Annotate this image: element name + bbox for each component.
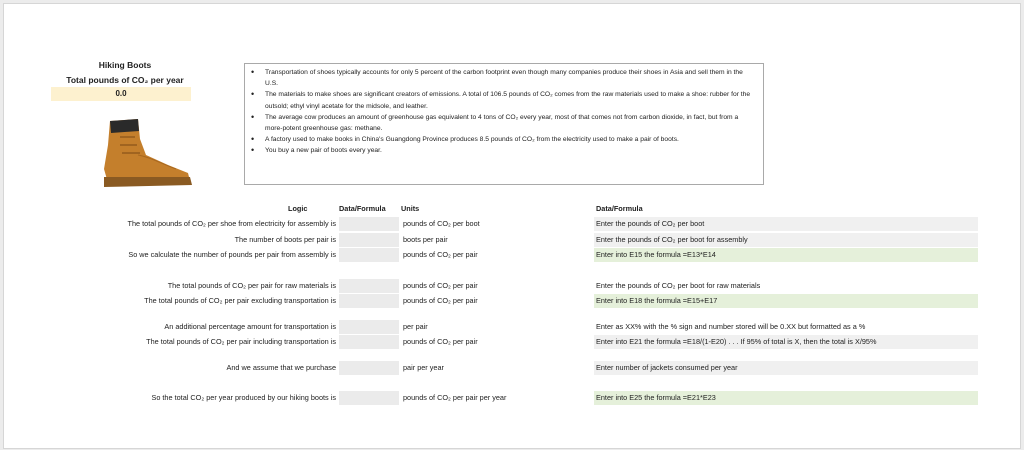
units-label: pair per year <box>403 363 444 372</box>
units-label: pounds of CO₂ per pair <box>403 296 478 305</box>
logic-column-header: Logic <box>288 204 308 213</box>
units-label: pounds of CO₂ per pair <box>403 337 478 346</box>
input-cell[interactable] <box>339 361 399 375</box>
note-item: • Transportation of shoes typically accounts for only 5 percent of the carbon footprint even though many companies produce their shoes in Asia and sell them in the U.S. <box>265 67 751 89</box>
worksheet <box>3 3 1021 449</box>
hiking-boot-image <box>80 115 196 193</box>
note-item: • A factory used to make books in China's Guangdong Province produces 8.5 pounds of CO₂ from the electricity used to make a pair of boots. <box>265 134 751 145</box>
input-cell[interactable] <box>339 294 399 308</box>
formula-instruction: Enter into E25 the formula =E21*E23 <box>594 391 978 405</box>
input-cell[interactable] <box>339 391 399 405</box>
formula-instruction: Enter the pounds of CO₂ per boot <box>594 217 978 231</box>
input-cell[interactable] <box>339 279 399 293</box>
note-item: • You buy a new pair of boots every year. <box>265 145 751 156</box>
logic-label: So the total CO₂ per year produced by our hiking boots is <box>151 393 336 402</box>
units-label: boots per pair <box>403 235 448 244</box>
formula-instruction: Enter number of jackets consumed per year <box>594 361 978 375</box>
data-formula-column-header: Data/Formula <box>339 204 386 213</box>
logic-label: The total pounds of CO₂ per pair excluding transportation is <box>144 296 336 305</box>
formula-instruction: Enter into E18 the formula =E15+E17 <box>594 294 978 308</box>
units-column-header: Units <box>401 204 420 213</box>
units-label: per pair <box>403 322 428 331</box>
logic-label: And we assume that we purchase <box>226 363 336 372</box>
logic-label: The total pounds of CO₂ per pair including transportation is <box>146 337 336 346</box>
logic-label: The total pounds of CO₂ per shoe from electricity for assembly is <box>127 219 336 228</box>
input-cell[interactable] <box>339 335 399 349</box>
notes-box <box>244 63 764 185</box>
formula-instruction: Enter the pounds of CO₂ per boot for assembly <box>594 233 978 247</box>
formula-column-header: Data/Formula <box>596 204 643 213</box>
units-label: pounds of CO₂ per pair <box>403 250 478 259</box>
logic-label: The number of boots per pair is <box>234 235 336 244</box>
page-title: Hiking Boots <box>98 60 152 70</box>
units-label: pounds of CO₂ per pair <box>403 281 478 290</box>
input-cell[interactable] <box>339 217 399 231</box>
units-label: pounds of CO₂ per pair per year <box>403 393 507 402</box>
note-item: • The average cow produces an amount of greenhouse gas equivalent to 4 tons of CO₂ every year, most of that comes not from carbon dioxide, in fact, but from a more-potent greenhouse gas: methane. <box>265 112 751 134</box>
input-cell[interactable] <box>339 233 399 247</box>
input-cell[interactable] <box>339 320 399 334</box>
note-item: • The materials to make shoes are significant creators of emissions. A total of 106.5 pounds of CO₂ comes from the raw materials used to make a shoe: rubber for the outsold; ethyl vinyl acetate for the midsole, and leather. <box>265 89 751 111</box>
logic-label: So we calculate the number of pounds per pair from assembly is <box>128 250 336 259</box>
formula-instruction: Enter into E21 the formula =E18/(1-E20) . . . If 95% of total is X, then the total is X/95% <box>594 335 978 349</box>
total-label: Total pounds of CO₂ per year <box>66 75 184 85</box>
units-label: pounds of CO₂ per boot <box>403 219 480 228</box>
logic-label: The total pounds of CO₂ per pair for raw materials is <box>167 281 336 290</box>
logic-label: An additional percentage amount for transportation is <box>164 322 336 331</box>
formula-instruction: Enter into E15 the formula =E13*E14 <box>594 248 978 262</box>
input-cell[interactable] <box>339 248 399 262</box>
formula-instruction: Enter the pounds of CO₂ per boot for raw materials <box>594 279 978 293</box>
formula-instruction: Enter as XX% with the % sign and number stored will be 0.XX but formatted as a % <box>594 320 978 334</box>
total-value-cell[interactable]: 0.0 <box>51 87 191 101</box>
